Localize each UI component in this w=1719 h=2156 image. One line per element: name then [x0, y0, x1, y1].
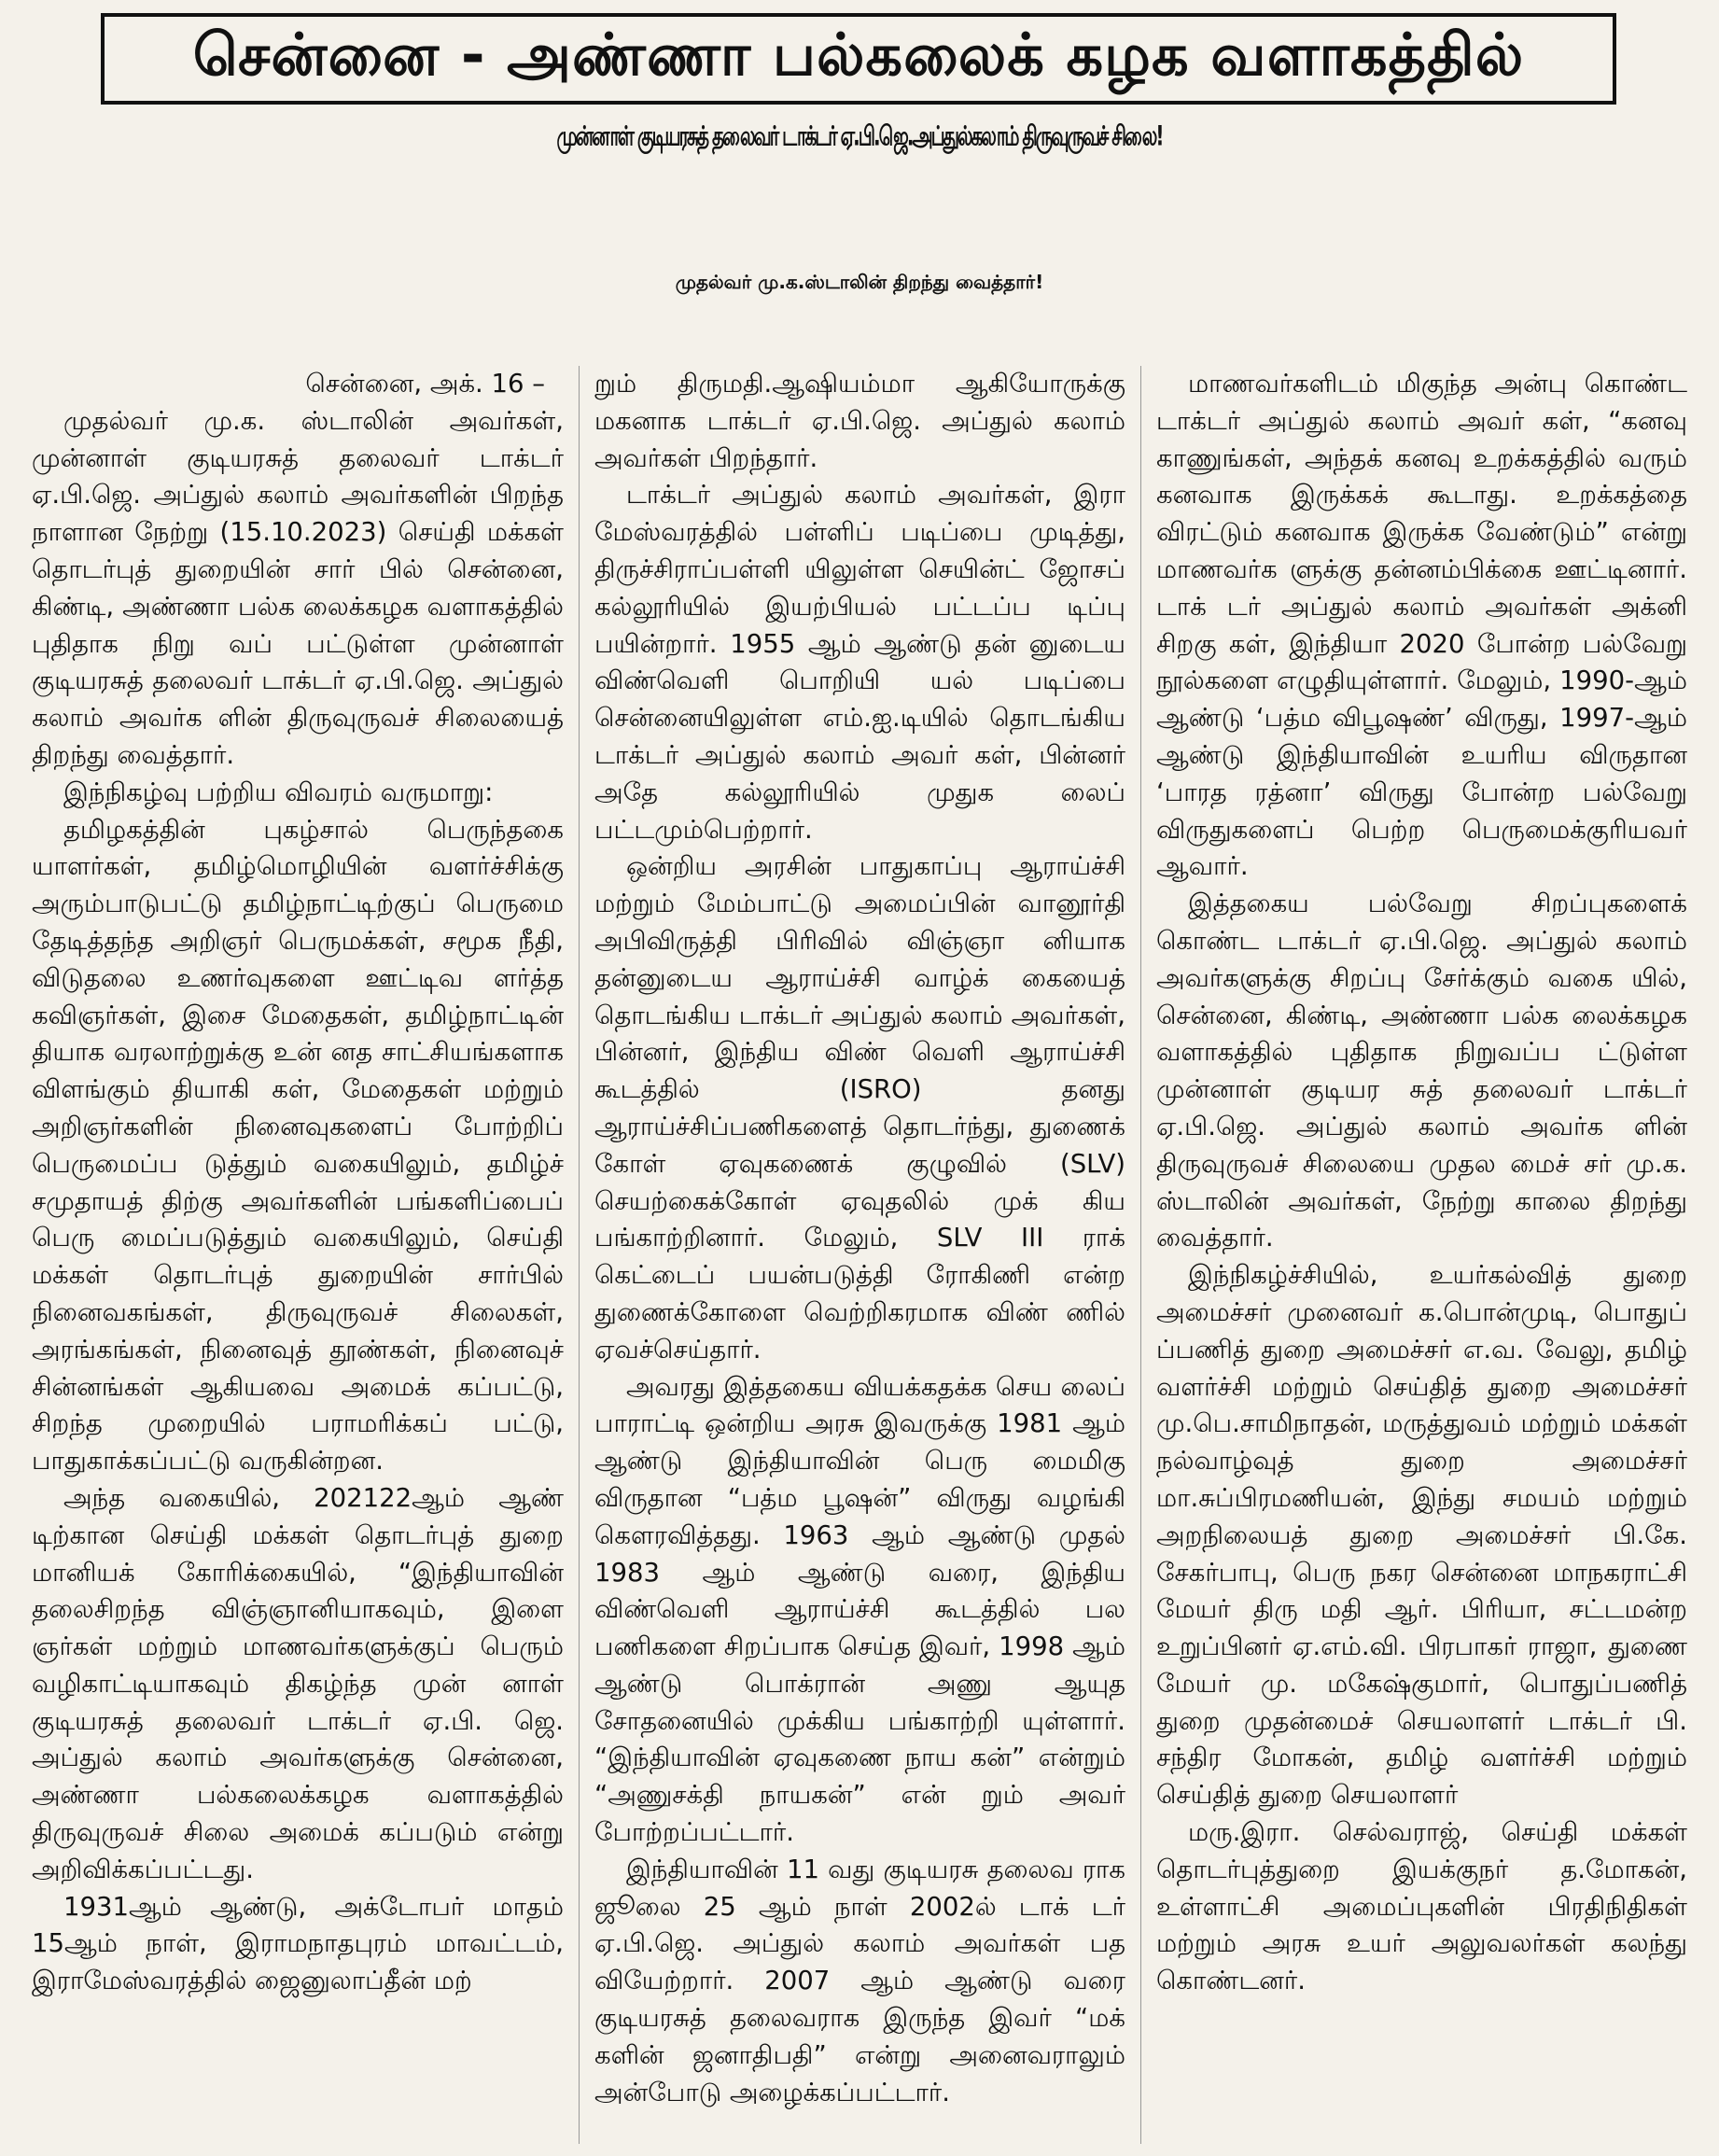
paragraph: இந்நிகழ்ச்சியில், உயர்கல்வித் துறை அமைச்சர் முனைவர் க.பொன்முடி, பொதுப் ப்பணித் துறை அமைச்சர் எ.வ. வேலு, தமிழ் வளர்ச்சி மற்றும் செய்தித் துறை அமைச்சர் மு.பெ.சாமிநாதன், மருத்துவம் மற்றும் மக்கள் நல்வாழ்வுத் துறை அமைச்சர் மா.சுப்பிரமணியன், இந்து சமயம் மற்றும் அறநிலையத் துறை அமைச்சர் பி.கே. சேகர்பாபு, பெரு நகர சென்னை மாநகராட்சி மேயர் திரு மதி ஆர். பிரியா, சட்டமன்ற உறுப்பினர் ஏ.எம்.வி. பிரபாகர் ராஜா, துணை மேயர் மு. மகேஷ்குமார், பொதுப்பணித் துறை முதன்மைச் செயலாளர் டாக்டர் பி. சந்திர மோகன், தமிழ் வளர்ச்சி மற்றும் செய்தித் துறை செயலாளர்: [1156, 1260, 1687, 1811]
sub-headline: முதல்வர் மு.க.ஸ்டாலின் திறந்து வைத்தார்!: [675, 271, 1044, 293]
paragraph: மாணவர்களிடம் மிகுந்த அன்பு கொண்ட டாக்டர் அப்துல் கலாம் அவர் கள், “கனவு காணுங்கள், அந்தக் கனவு உறக்கத்தில் வரும் கனவாக இருக்கக் கூடாது. உறக்கத்தை விரட்டும் கனவாக இருக்க வேண்டும்” என்று மாணவர்க ளுக்கு தன்னம்பிக்கை ஊட்டினார். டாக் டர் அப்துல் கலாம் அவர்கள் அக்னி சிறகு கள், இந்தியா 2020 போன்ற பல்வேறு நூல்களை எழுதியுள்ளார். மேலும், 1990-ஆம் ஆண்டு ‘பத்ம விபூஷண்’ விருது, 1997-ஆம் ஆண்டு இந்தியாவின் உயரிய விருதான ‘பாரத ரத்னா’ விருது போன்ற பல்வேறு விருதுகளைப் பெற்ற பெருமைக்குரியவர் ஆவார்.: [1156, 369, 1687, 882]
paragraph: அவரது இத்தகைய வியக்கதக்க செய லைப் பாராட்டி ஒன்றிய அரசு இவருக்கு 1981 ஆம் ஆண்டு இந்தியாவின் பெரு மைமிகு விருதான “பத்ம பூஷன்” விருது வழங்கி கௌரவித்தது. 1963 ஆம் ஆண்டு முதல் 1983 ஆம் ஆண்டு வரை, இந்திய விண்வெளி ஆராய்ச்சி கூடத்தில் பல பணிகளை சிறப்பாக செய்த இவர், 1998 ஆம் ஆண்டு பொக்ரான் அணு ஆயுத சோதனையில் முக்கிய பங்காற்றி யுள்ளார். “இந்தியாவின் ஏவுகணை நாய கன்” என்றும் “அணுசக்தி நாயகன்” என் றும் அவர் போற்றப்பட்டார்.: [594, 1371, 1125, 1848]
paragraph: றும் திருமதி.ஆஷியம்மா ஆகியோருக்கு மகனாக டாக்டர் ஏ.பி.ஜெ. அப்துல் கலாம் அவர்கள் பிறந்தார்.: [594, 369, 1125, 473]
paragraph: மரு.இரா. செல்வராஜ், செய்தி மக்கள் தொடர்புத்துறை இயக்குநர் த.மோகன், உள்ளாட்சி அமைப்புகளின் பிரதிநிதிகள் மற்றும் அரசு உயர் அலுவலர்கள் கலந்து கொண்டனர்.: [1156, 1817, 1687, 1996]
paragraph: 1931ஆம் ஆண்டு, அக்டோபர் மாதம் 15ஆம் நாள், இராமநாதபுரம் மாவட்டம், இராமேஸ்வரத்தில் ஜைனுலாப்தீன் மற்: [32, 1891, 564, 1996]
paragraph: முதல்வர் மு.க. ஸ்டாலின் அவர்கள், முன்னாள் குடியரசுத் தலைவர் டாக்டர் ஏ.பி.ஜெ. அப்துல் கலாம் அவர்களின் பிறந்த நாளான நேற்று (15.10.2023) செய்தி மக்கள் தொடர்புத் துறையின் சார் பில் சென்னை, கிண்டி, அண்ணா பல்க லைக்கழக வளாகத்தில் புதிதாக நிறு வப் பட்டுள்ள முன்னாள் குடியரசுத் தலைவர் டாக்டர் ஏ.பி.ஜெ. அப்துல் கலாம் அவர்க ளின் திருவுருவச் சிலையைத் திறந்து வைத்தார்.: [32, 405, 564, 770]
paragraph: இந்நிகழ்வு பற்றிய விவரம் வருமாறு:: [63, 777, 494, 807]
paragraph: தமிழகத்தின் புகழ்சால் பெருந்தகை யாளர்கள், தமிழ்மொழியின் வளர்ச்சிக்கு அரும்பாடுபட்டு தமிழ்நாட்டிற்குப் பெருமை தேடித்தந்த அறிஞர் பெருமக்கள், சமூக நீதி, விடுதலை உணர்வுகளை ஊட்டிவ ளர்த்த கவிஞர்கள், இசை மேதைகள், தமிழ்நாட்டின் தியாக வரலாற்றுக்கு உன் னத சாட்சியங்களாக விளங்கும் தியாகி கள், மேதைகள் மற்றும் அறிஞர்களின் நினைவுகளைப் போற்றிப் பெருமைப்ப டுத்தும் வகையிலும், தமிழ்ச் சமுதாயத் திற்கு அவர்களின் பங்களிப்பைப் பெரு மைப்படுத்தும் வகையிலும், செய்தி மக்கள் தொடர்புத் துறையின் சார்பில் நினைவகங்கள், திருவுருவச் சிலைகள், அரங்கங்கள், நினைவுத் தூண்கள், நினைவுச் சின்னங்கள் ஆகியவை அமைக் கப்பட்டு, சிறந்த முறையில் பராமரிக்கப் பட்டு, பாதுகாக்கப்பட்டு வருகின்றன.: [32, 814, 564, 1477]
article-column-1: [17, 366, 579, 2144]
paragraph: இத்தகைய பல்வேறு சிறப்புகளைக் கொண்ட டாக்டர் ஏ.பி.ஜெ. அப்துல் கலாம் அவர்களுக்கு சிறப்பு சேர்க்கும் வகை யில், சென்னை, கிண்டி, அண்ணா பல்க லைக்கழக வளாகத்தில் புதிதாக நிறுவப்ப ட்டுள்ள முன்னாள் குடியர சுத் தலைவர் டாக்டர் ஏ.பி.ஜெ. அப்துல் கலாம் அவர்க ளின் திருவுருவச் சிலையை முதல மைச் சர் மு.க. ஸ்டாலின் அவர்கள், நேற்று காலை திறந்து வைத்தார்.: [1156, 889, 1687, 1253]
paragraph: அந்த வகையில், 202122ஆம் ஆண் டிற்கான செய்தி மக்கள் தொடர்புத் துறை மானியக் கோரிக்கையில், “இந்தியாவின் தலைசிறந்த விஞ்ஞானியாகவும், இளை ஞர்கள் மற்றும் மாணவர்களுக்குப் பெரும் வழிகாட்டியாகவும் திகழ்ந்த முன் னாள் குடியரசுத் தலைவர் டாக்டர் ஏ.பி. ஜெ. அப்துல் கலாம் அவர்களுக்கு சென்னை, அண்ணா பல்கலைக்கழக வளாகத்தில் திருவுருவச் சிலை அமைக் கப்படும் என்று அறிவிக்கப்பட்டது.: [32, 1482, 564, 1884]
kicker-headline: சென்னை - அண்ணா பல்கலைக் கழக வளாகத்தில்: [192, 21, 1525, 89]
dateline: சென்னை, அக். 16 –: [305, 369, 545, 399]
article-column-3: [1140, 366, 1702, 2144]
article-columns: [17, 366, 1702, 2144]
paragraph: ஒன்றிய அரசின் பாதுகாப்பு ஆராய்ச்சி மற்றும் மேம்பாட்டு அமைப்பின் வானூர்தி அபிவிருத்தி பிரிவில் விஞ்ஞா னியாக தன்னுடைய ஆராய்ச்சி வாழ்க் கையைத் தொடங்கிய டாக்டர் அப்துல் கலாம் அவர்கள், பின்னர், இந்திய விண் வெளி ஆராய்ச்சி கூடத்தில் (ISRO) தனது ஆராய்ச்சிப்பணிகளைத் தொடர்ந்து, துணைக் கோள் ஏவுகணைக் குழுவில் (SLV) செயற்கைக்கோள் ஏவுதலில் முக் கிய பங்காற்றினார். மேலும், SLV III ராக் கெட்டைப் பயன்படுத்தி ரோகிணி என்ற துணைக்கோளை வெற்றிகரமாக விண் ணில் ஏவச்செய்தார்.: [594, 851, 1125, 1365]
paragraph: இந்தியாவின் 11 வது குடியரசு தலைவ ராக ஜூலை 25 ஆம் நாள் 2002ல் டாக் டர் ஏ.பி.ஜெ. அப்துல் கலாம் அவர்கள் பத வியேற்றார். 2007 ஆம் ஆண்டு வரை குடியரசுத் தலைவராக இருந்த இவர் “மக் களின் ஜனாதிபதி” என்று அனைவராலும் அன்போடு அழைக்கப்பட்டார்.: [594, 1854, 1125, 2107]
main-headline: முன்னாள் குடியரசுத் தலைவர் டாக்டர் ஏ.பி.ஜெ.அப்துல்கலாம் திருவுருவச் சிலை!: [556, 119, 1163, 152]
article-column-2: [579, 366, 1140, 2144]
kicker-box: [101, 13, 1616, 105]
paragraph: டாக்டர் அப்துல் கலாம் அவர்கள், இரா மேஸ்வரத்தில் பள்ளிப் படிப்பை முடித்து, திருச்சிராப்பள்ளி யிலுள்ள செயின்ட் ஜோசப் கல்லூரியில் இயற்பியல் பட்டப்ப டிப்பு பயின்றார். 1955 ஆம் ஆண்டு தன் னுடைய விண்வெளி பொறியி யல் படிப்பை சென்னையிலுள்ள எம்.ஐ.டியில் தொடங்கிய டாக்டர் அப்துல் கலாம் அவர் கள், பின்னர் அதே கல்லூரியில் முதுக லைப் பட்டமும்பெற்றார்.: [594, 480, 1125, 845]
